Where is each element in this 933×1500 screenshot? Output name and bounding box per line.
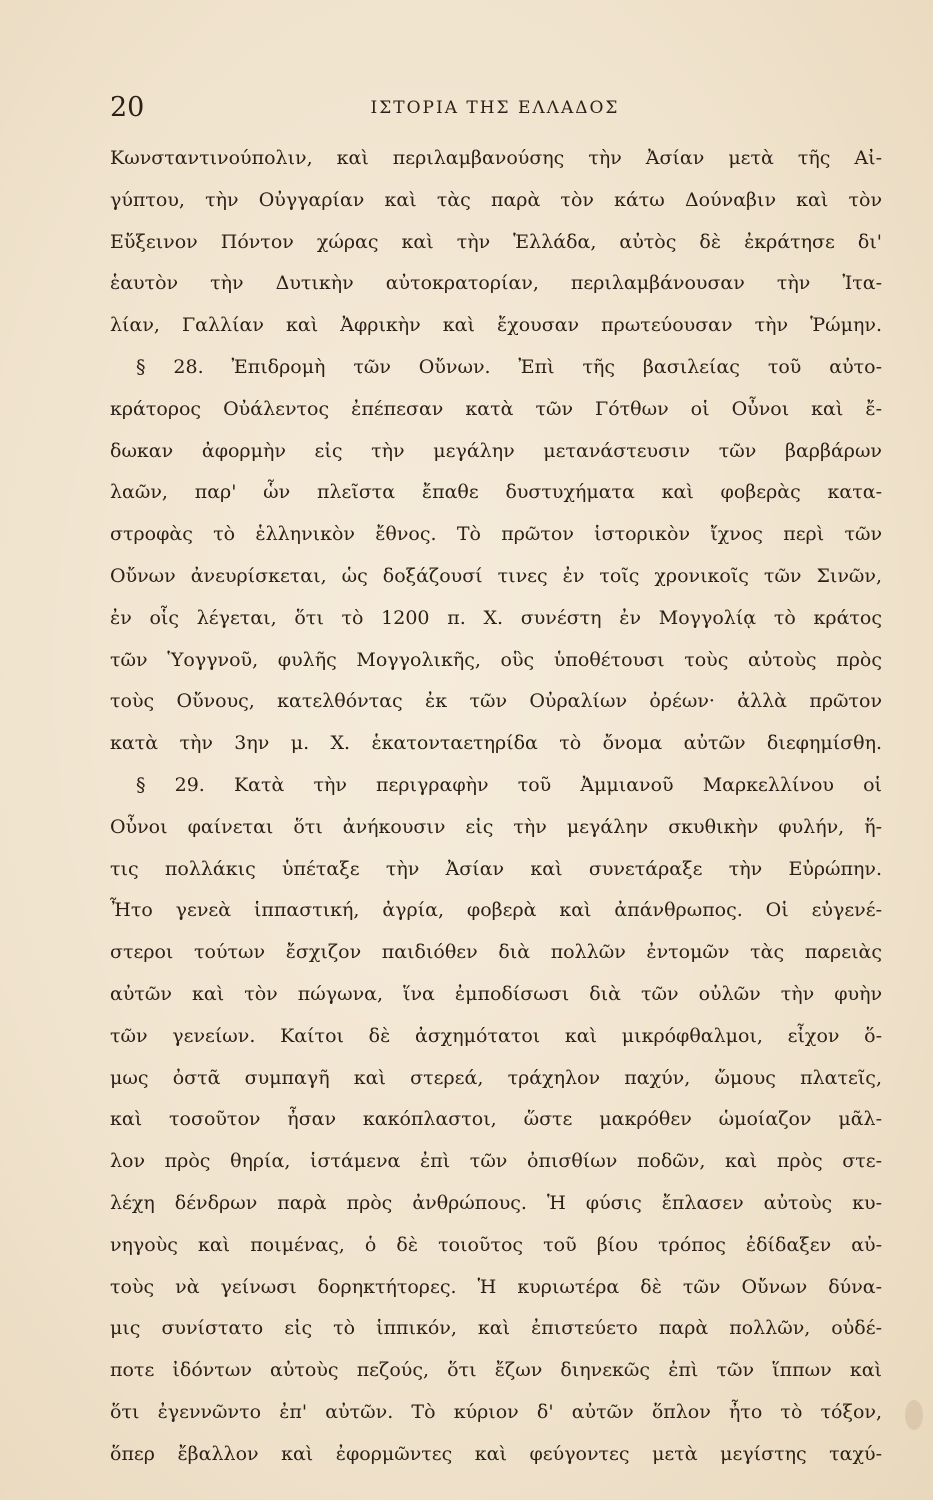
page-number: 20 <box>110 92 145 123</box>
section-heading-line: § 28. Ἐπιδρομὴ τῶν Οὔνων. Ἐπὶ τῆς βασιλείας τοῦ αὐτο- <box>136 355 882 378</box>
text-line: καὶ τοσοῦτον ἦσαν κακόπλαστοι, ὥστε μακρόθεν ὡμοίαζον μᾶλ- <box>110 1108 882 1131</box>
paper-stain <box>905 1400 923 1430</box>
text-line: ἐν οἷς λέγεται, ὅτι τὸ 1200 π. Χ. συνέστη ἐν Μογγολίᾳ τὸ κράτος <box>110 606 882 629</box>
text-line: ἑαυτὸν τὴν Δυτικὴν αὐτοκρατορίαν, περιλαμβάνουσαν τὴν Ἰτα- <box>110 272 882 295</box>
text-line: λον πρὸς θηρία, ἱστάμενα ἐπὶ τῶν ὀπισθίων ποδῶν, καὶ πρὸς στε- <box>110 1150 882 1173</box>
text-line: λίαν, Γαλλίαν καὶ Ἀφρικὴν καὶ ἔχουσαν πρωτεύουσαν τὴν Ῥώμην. <box>110 314 882 337</box>
text-line: αὐτῶν καὶ τὸν πώγωνα, ἵνα ἐμποδίσωσι διὰ τῶν οὐλῶν τὴν φυὴν <box>110 982 882 1005</box>
text-line: ὅτι ἐγεννῶντο ἐπ' αὐτῶν. Τὸ κύριον δ' αὐτῶν ὅπλον ἦτο τὸ τόξον, <box>110 1400 882 1423</box>
text-line: Οὖνοι φαίνεται ὅτι ἀνήκουσιν εἰς τὴν μεγάλην σκυθικὴν φυλήν, ἥ- <box>110 815 882 838</box>
text-line: λέχη δένδρων παρὰ πρὸς ἀνθρώπους. Ἡ φύσις ἔπλασεν αὐτοὺς κυ- <box>110 1191 882 1214</box>
text-line: μις συνίστατο εἰς τὸ ἱππικόν, καὶ ἐπιστεύετο παρὰ πολλῶν, οὐδέ- <box>110 1317 882 1340</box>
text-line: στροφὰς τὸ ἑλληνικὸν ἔθνος. Τὸ πρῶτον ἱστορικὸν ἴχνος περὶ τῶν <box>110 523 882 546</box>
text-line: Εὔξεινον Πόντον χώρας καὶ τὴν Ἑλλάδα, αὐτὸς δὲ ἐκράτησε δι' <box>110 230 882 253</box>
text-line: Ἦτο γενεὰ ἱππαστική, ἀγρία, φοβερὰ καὶ ἀπάνθρωπος. Οἱ εὐγενέ- <box>110 899 882 922</box>
text-line: τοὺς νὰ γείνωσι δορηκτήτορες. Ἡ κυριωτέρα δὲ τῶν Οὔνων δύνα- <box>110 1275 882 1298</box>
text-body <box>110 138 882 1476</box>
text-line: κράτορος Οὐάλεντος ἐπέπεσαν κατὰ τῶν Γότθων οἱ Οὖνοι καὶ ἔ- <box>110 397 882 420</box>
text-line: Κωνσταντινούπολιν, καὶ περιλαμβανούσης τὴν Ἀσίαν μετὰ τῆς Αἰ- <box>110 147 882 169</box>
text-line: τις πολλάκις ὑπέταξε τὴν Ἀσίαν καὶ συνετάραξε τὴν Εὐρώπην. <box>110 857 882 880</box>
page-header <box>110 92 880 136</box>
text-line: γύπτου, τὴν Οὐγγαρίαν καὶ τὰς παρὰ τὸν κάτω Δούναβιν καὶ τὸν <box>110 188 882 211</box>
text-line: δωκαν ἀφορμὴν εἰς τὴν μεγάλην μετανάστευσιν τῶν βαρβάρων <box>110 439 882 462</box>
text-line: κατὰ τὴν 3ην μ. Χ. ἑκατονταετηρίδα τὸ ὄνομα αὐτῶν διεφημίσθη. <box>110 732 882 755</box>
text-line: τοὺς Οὔνους, κατελθόντας ἐκ τῶν Οὐραλίων ὀρέων· ἀλλὰ πρῶτον <box>110 690 882 713</box>
text-line: τῶν Ὑογγνοῦ, φυλῆς Μογγολικῆς, οὓς ὑποθέτουσι τοὺς αὐτοὺς πρὸς <box>110 648 882 671</box>
text-line: στεροι τούτων ἔσχιζον παιδιόθεν διὰ πολλῶν ἐντομῶν τὰς παρειὰς <box>110 941 882 964</box>
text-line: λαῶν, παρ' ὧν πλεῖστα ἔπαθε δυστυχήματα καὶ φοβερὰς κατα- <box>110 481 882 504</box>
text-line: νηγοὺς καὶ ποιμένας, ὁ δὲ τοιοῦτος τοῦ βίου τρόπος ἐδίδαξεν αὐ- <box>110 1233 882 1256</box>
running-title: ΙΣΤΟΡΙΑ ΤΗΣ ΕΛΛΑΔΟΣ <box>370 98 620 118</box>
text-line: ὅπερ ἔβαλλον καὶ ἐφορμῶντες καὶ φεύγοντες μετὰ μεγίστης ταχύ- <box>110 1442 882 1465</box>
text-line: μως ὀστᾶ συμπαγῆ καὶ στερεά, τράχηλον παχύν, ὤμους πλατεῖς, <box>110 1066 882 1089</box>
text-line: Οὔνων ἀνευρίσκεται, ὡς δοξάζουσί τινες ἐν τοῖς χρονικοῖς τῶν Σινῶν, <box>110 564 882 587</box>
text-line: ποτε ἰδόντων αὐτοὺς πεζούς, ὅτι ἔζων διηνεκῶς ἐπὶ τῶν ἵππων καὶ <box>110 1359 882 1382</box>
text-line: τῶν γενείων. Καίτοι δὲ ἀσχημότατοι καὶ μικρόφθαλμοι, εἶχον ὅ- <box>110 1024 882 1047</box>
section-heading-line: § 29. Κατὰ τὴν περιγραφὴν τοῦ Ἀμμιανοῦ Μαρκελλίνου οἱ <box>136 773 882 796</box>
